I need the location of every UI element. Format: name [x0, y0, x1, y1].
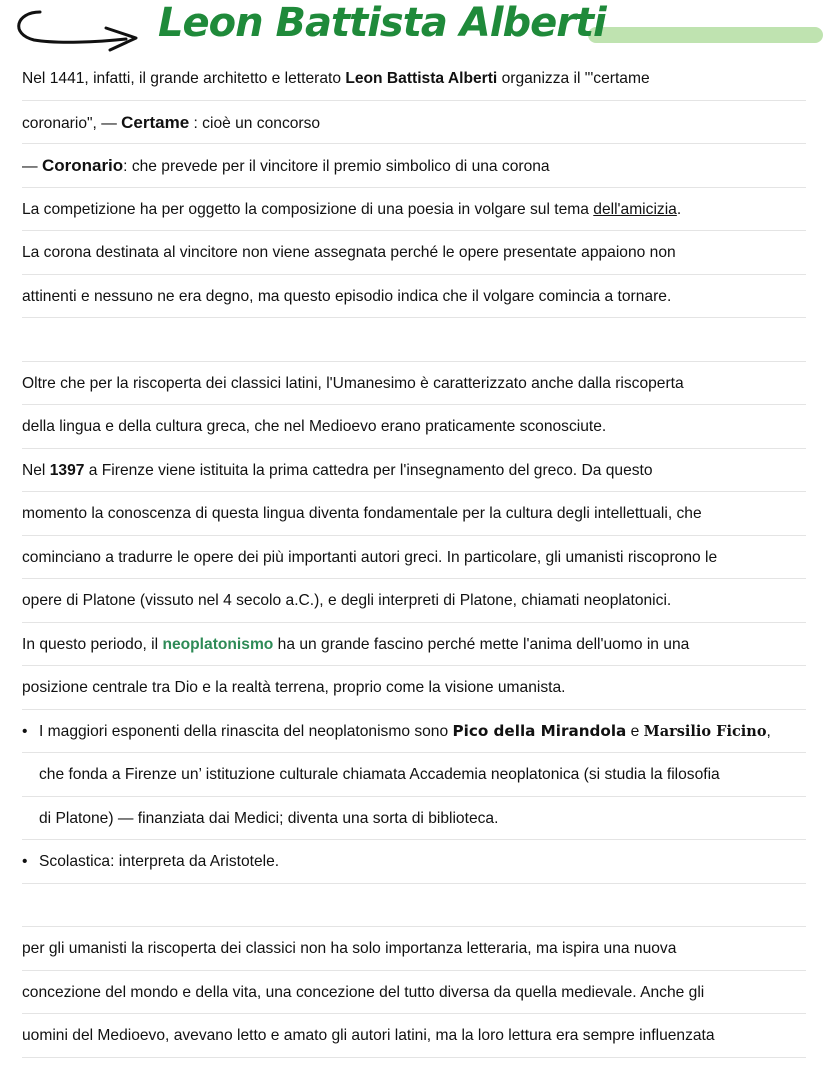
name-pico: Pico della Mirandola — [452, 721, 627, 740]
blank-line — [22, 318, 806, 362]
name-ficino: Marsilio Ficino — [643, 722, 767, 740]
hand-drawn-arrow-icon — [8, 6, 148, 52]
text-line: Nel 1397 a Firenze viene istituita la prima cattedra per l'insegnamento del greco. Da questo — [22, 449, 806, 493]
text-line: della lingua e della cultura greca, che nel Medioevo erano praticamente sconosciute. — [22, 405, 806, 449]
title-highlight — [588, 27, 823, 43]
text-line: — Coronario: che prevede per il vincitore il premio simbolico di una corona — [22, 144, 806, 188]
text-line: che fonda a Firenze un’ istituzione culturale chiamata Accademia neoplatonica (si studia la filosofia — [22, 753, 806, 797]
text-line: attinenti e nessuno ne era degno, ma questo episodio indica che il volgare comincia a tornare. — [22, 275, 806, 319]
term-coronario: Coronario — [41, 156, 124, 175]
page-title: Leon Battista Alberti — [158, 0, 606, 46]
text-line: opere di Platone (vissuto nel 4 secolo a.C.), e degli interpreti di Platone, chiamati neoplatonici. — [22, 579, 806, 623]
text-line: Oltre che per la riscoperta dei classici latini, l'Umanesimo è caratterizzato anche dalla riscoperta — [22, 362, 806, 406]
text-line: cominciano a tradurre le opere dei più importanti autori greci. In particolare, gli umanisti riscoprono le — [22, 536, 806, 580]
text-line: momento la conoscenza di questa lingua diventa fondamentale per la cultura degli intellettuali, che — [22, 492, 806, 536]
text-line: per gli umanisti la riscoperta dei classici non ha solo importanza letteraria, ma ispira una nuova — [22, 927, 806, 971]
bullet-icon: • — [22, 722, 28, 740]
text-line: In questo periodo, il neoplatonismo ha un grande fascino perché mette l'anima dell'uomo in una — [22, 623, 806, 667]
text-line: coronario", — Certame : cioè un concorso — [22, 101, 806, 145]
underlined-word: dell'amicizia — [593, 200, 677, 218]
year-highlight: 1397 — [49, 461, 85, 479]
bullet-item: • Scolastica: interpreta da Aristotele. — [22, 840, 806, 884]
notes-body — [22, 57, 806, 1058]
bullet-icon: • — [22, 853, 28, 870]
text-line: posizione centrale tra Dio e la realtà terrena, proprio come la visione umanista. — [22, 666, 806, 710]
text-line: uomini del Medioevo, avevano letto e amato gli autori latini, ma la loro lettura era sempre influenzata — [22, 1014, 806, 1058]
bullet-item: • I maggiori esponenti della rinascita del neoplatonismo sono Pico della Mirandola e Marsilio Ficino, — [22, 710, 806, 754]
text-line: Nel 1441, infatti, il grande architetto e letterato Leon Battista Alberti organizza il "'certame — [22, 57, 806, 101]
name-highlight: Leon Battista Alberti — [345, 70, 498, 87]
text-line: concezione del mondo e della vita, una concezione del tutto diversa da quella medievale. Anche gli — [22, 971, 806, 1015]
blank-line — [22, 884, 806, 928]
text-line: La corona destinata al vincitore non viene assegnata perché le opere presentate appaiono non — [22, 231, 806, 275]
text-line: di Platone) — finanziata dai Medici; diventa una sorta di biblioteca. — [22, 797, 806, 841]
term-certame: Certame — [121, 112, 190, 132]
text-line: La competizione ha per oggetto la composizione di una poesia in volgare sul tema dell'amicizia. — [22, 188, 806, 232]
term-neoplatonismo: neoplatonismo — [162, 635, 274, 653]
